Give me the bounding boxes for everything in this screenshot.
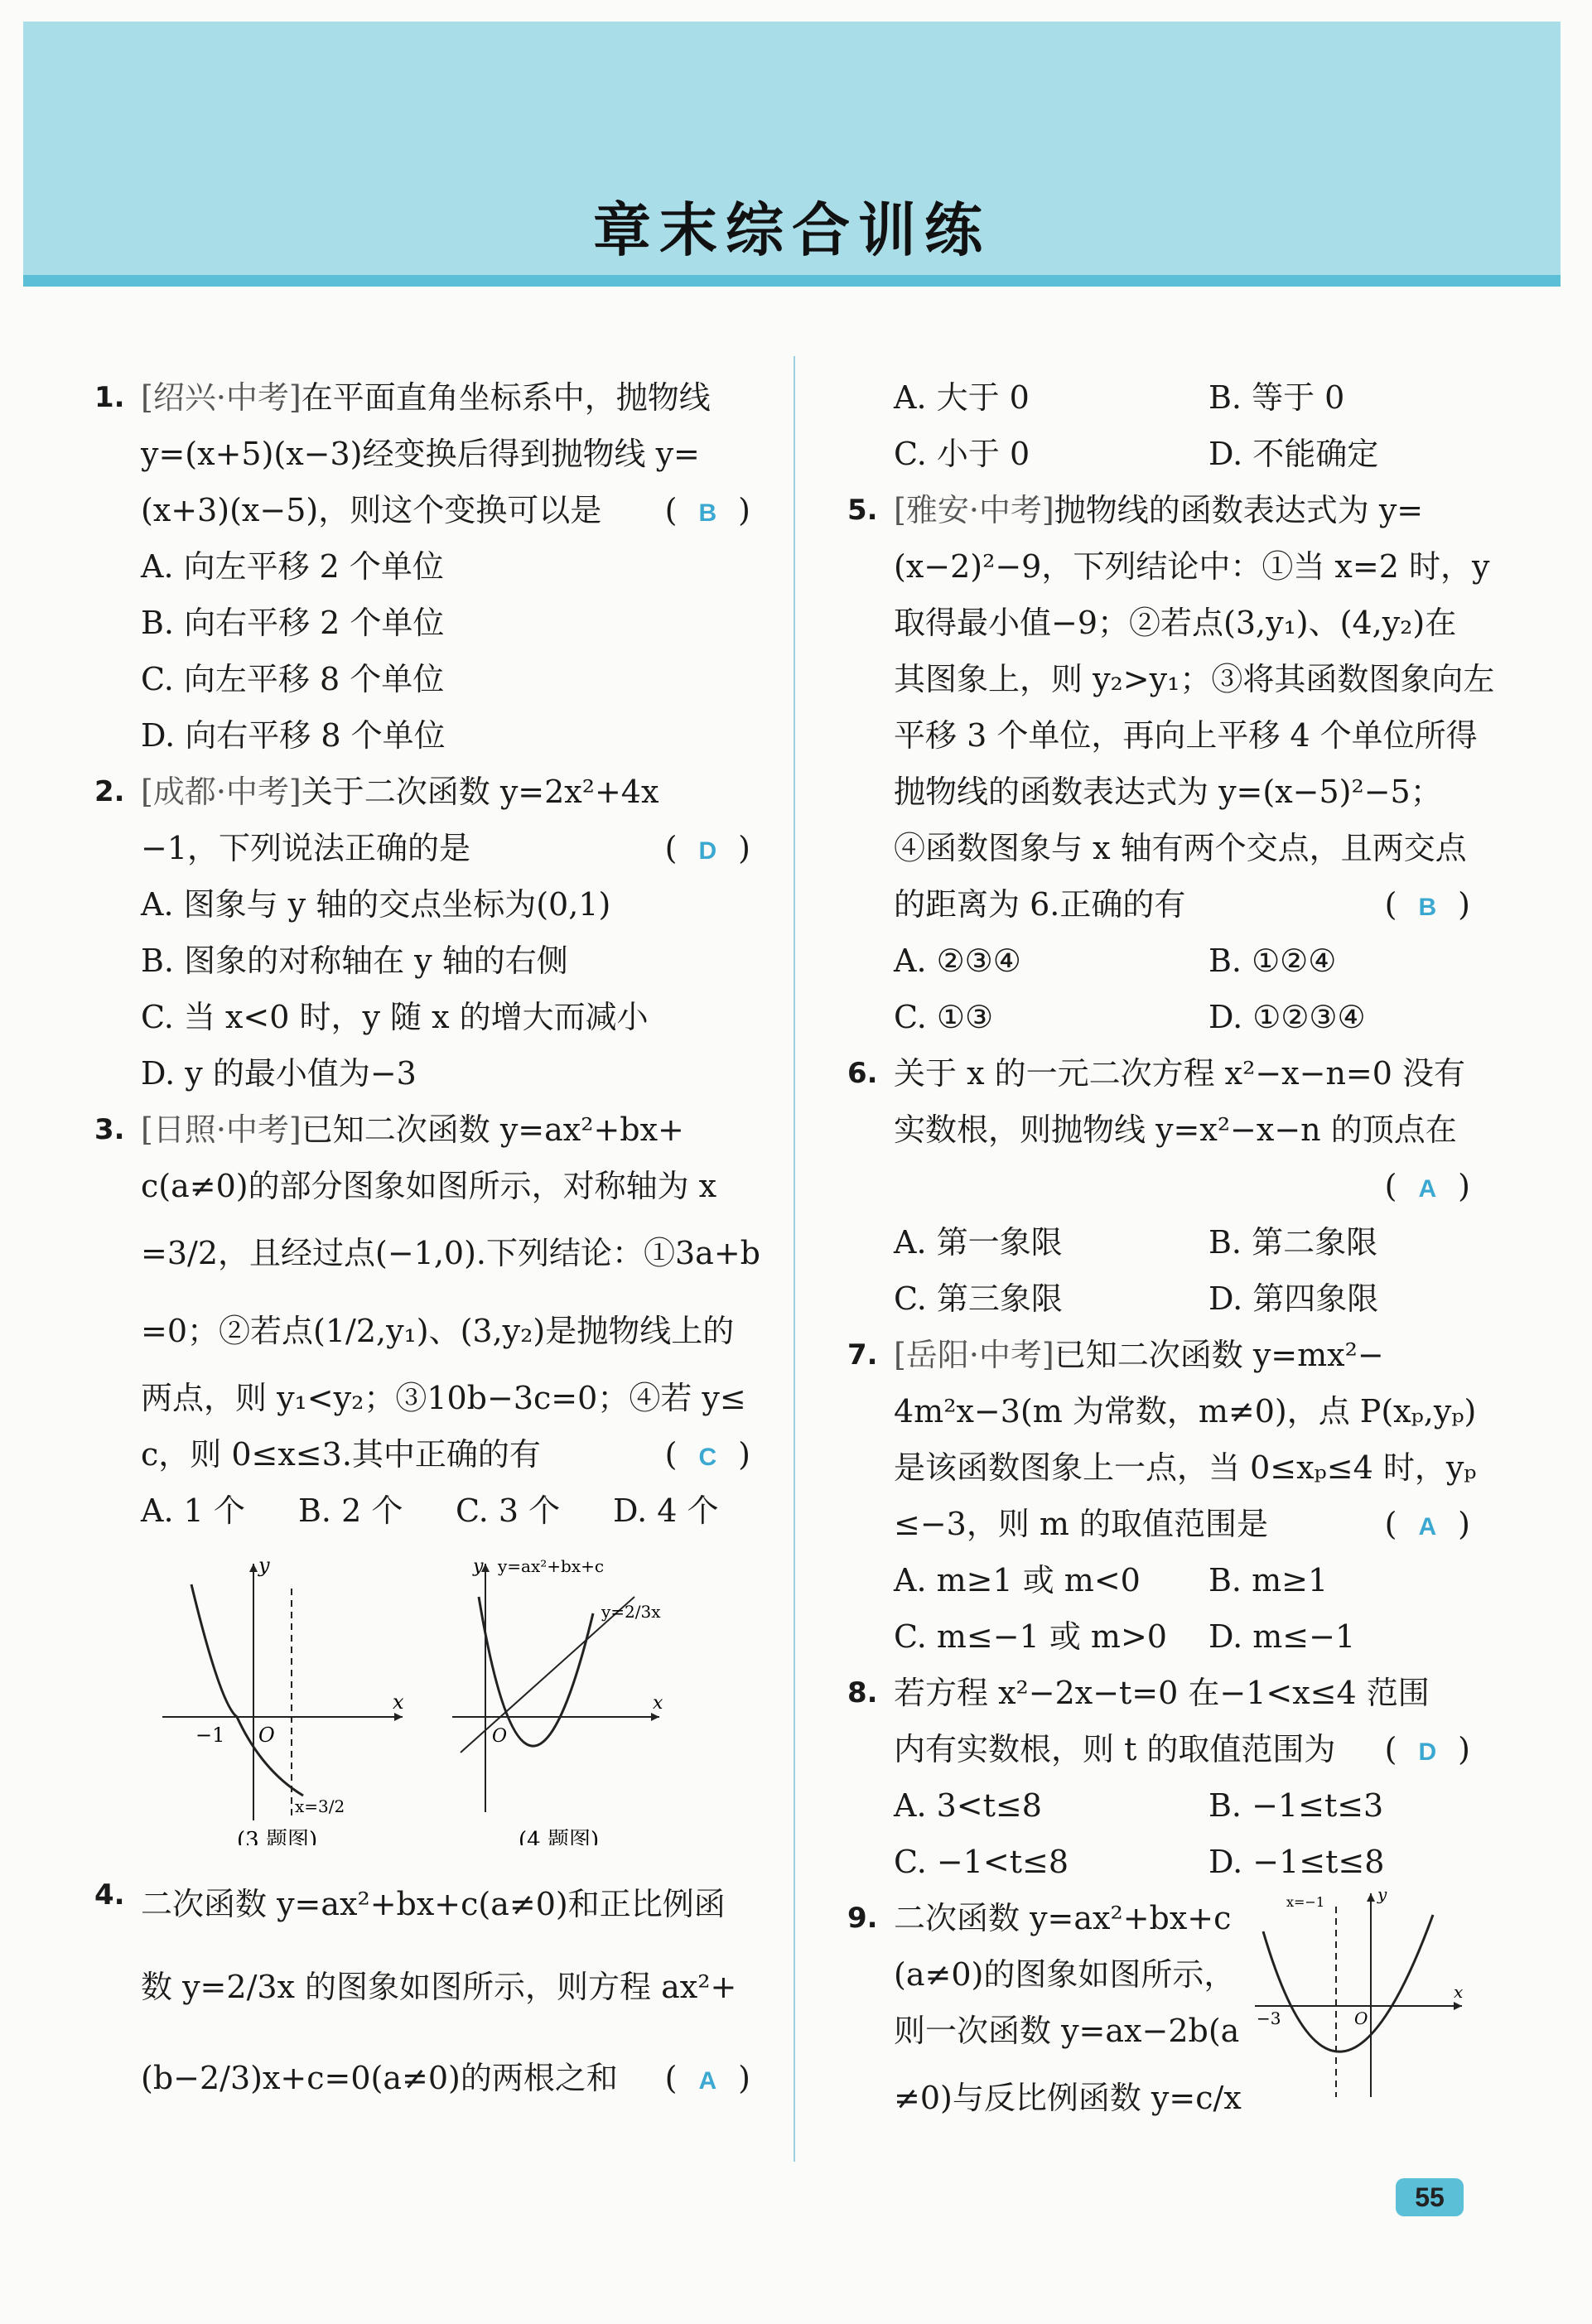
question-text: (a≠0)的图象如图所示， bbox=[894, 1956, 1236, 1993]
option: D. ①②③④ bbox=[1208, 999, 1366, 1035]
line-label: y=2/3x bbox=[601, 1602, 661, 1622]
option: D. −1≤t≤8 bbox=[1208, 1844, 1385, 1880]
answer-slot: ( D ) bbox=[664, 830, 750, 866]
question-8 bbox=[849, 1665, 1470, 1890]
question-text: ≤−3，则 m 的取值范围是 bbox=[894, 1506, 1269, 1542]
question-text: ≠0)与反比例函数 y=c/x bbox=[894, 2080, 1242, 2116]
question-source: [雅安·中考] bbox=[894, 492, 1054, 528]
question-text: (x+3)(x−5)，则这个变换可以是 bbox=[141, 492, 602, 528]
option: B. m≥1 bbox=[1208, 1562, 1329, 1598]
question-text: =3/2，且经过点(−1,0).下列结论：①3a+b bbox=[141, 1235, 760, 1271]
question-text: 抛物线的函数表达式为 y= bbox=[1054, 492, 1424, 528]
question-text: 若方程 x²−2x−t=0 在−1<x≤4 范围 bbox=[894, 1675, 1430, 1711]
question-text: 是该函数图象上一点，当 0≤xₚ≤4 时，yₚ bbox=[894, 1449, 1477, 1486]
axis-label-y: y bbox=[1377, 1884, 1387, 1904]
question-text: 数 y=2/3x 的图象如图所示，则方程 ax²+ bbox=[141, 1969, 737, 2005]
question-number: 8. bbox=[847, 1676, 878, 1709]
answer-letter: C bbox=[698, 1444, 717, 1471]
question-text: c，则 0≤x≤3.其中正确的有 bbox=[141, 1436, 541, 1473]
option: A. 大于 0 bbox=[894, 379, 1030, 416]
tick-label: −1 bbox=[195, 1724, 225, 1747]
origin-label: O bbox=[492, 1726, 508, 1747]
question-number: 1. bbox=[94, 381, 125, 414]
question-text: =0；②若点(1/2,y₁)、(3,y₂)是抛物线上的 bbox=[141, 1313, 735, 1349]
option: B. −1≤t≤3 bbox=[1208, 1787, 1384, 1824]
question-text: 4m²x−3(m 为常数，m≠0)，点 P(xₚ,yₚ) bbox=[894, 1393, 1477, 1430]
option: A. 第一象限 bbox=[894, 1224, 1063, 1261]
question-source: [岳阳·中考] bbox=[894, 1337, 1054, 1373]
question-source: [日照·中考] bbox=[141, 1111, 302, 1148]
option: C. 小于 0 bbox=[894, 436, 1030, 472]
question-number: 6. bbox=[847, 1057, 878, 1090]
question-text: 则一次函数 y=ax−2b(a bbox=[894, 2013, 1240, 2049]
symmetry-label: x=3/2 bbox=[295, 1796, 345, 1816]
left-column bbox=[94, 369, 760, 2124]
figures-row bbox=[96, 1539, 750, 1845]
question-text: −1，下列说法正确的是 bbox=[141, 830, 471, 866]
option: A. m≥1 或 m<0 bbox=[894, 1562, 1141, 1598]
question-1 bbox=[96, 369, 750, 764]
origin-label: O bbox=[1354, 2008, 1368, 2028]
question-number: 2. bbox=[94, 775, 125, 808]
answer-letter: B bbox=[1418, 894, 1437, 921]
curve-label: y=ax²+bx+c bbox=[498, 1556, 605, 1576]
option: B. 等于 0 bbox=[1208, 379, 1345, 416]
answer-letter: A bbox=[1418, 1175, 1437, 1203]
option: C. ①③ bbox=[894, 999, 994, 1035]
question-number: 3. bbox=[94, 1113, 125, 1146]
question-4-options bbox=[849, 369, 1470, 482]
option: C. 3 个 bbox=[456, 1492, 561, 1529]
option: D. 不能确定 bbox=[1208, 436, 1379, 472]
option: D. y 的最小值为−3 bbox=[141, 1055, 417, 1092]
question-9 bbox=[847, 1884, 1470, 2138]
question-text: 内有实数根，则 t 的取值范围为 bbox=[894, 1731, 1336, 1767]
question-text: 已知二次函数 y=mx²− bbox=[1054, 1337, 1384, 1373]
option: A. 图象与 y 轴的交点坐标为(0,1) bbox=[141, 886, 611, 923]
option: C. 第三象限 bbox=[894, 1280, 1063, 1317]
question-text: 关于二次函数 y=2x²+4x bbox=[301, 774, 659, 810]
option: A. ②③④ bbox=[894, 943, 1021, 979]
question-2 bbox=[96, 764, 750, 1102]
question-text: 的距离为 6.正确的有 bbox=[894, 886, 1186, 923]
question-4 bbox=[96, 1867, 750, 2124]
page-title: 章末综合训练 bbox=[593, 196, 991, 264]
figure-3 bbox=[162, 1554, 404, 1845]
symmetry-label: x=−1 bbox=[1286, 1894, 1325, 1910]
question-text: 二次函数 y=ax²+bx+c bbox=[894, 1900, 1232, 1936]
tick-label: −3 bbox=[1257, 2008, 1281, 2028]
question-number: 9. bbox=[847, 1902, 878, 1935]
option: D. m≤−1 bbox=[1208, 1618, 1356, 1655]
figure-3-4-svg bbox=[96, 1539, 750, 1845]
option: B. 2 个 bbox=[298, 1492, 403, 1529]
question-text: 抛物线的函数表达式为 y=(x−5)²−5； bbox=[894, 774, 1442, 810]
answer-slot: ( B ) bbox=[1384, 886, 1470, 923]
right-column bbox=[847, 369, 1495, 2138]
option: B. 第二象限 bbox=[1208, 1224, 1378, 1261]
question-text: 已知二次函数 y=ax²+bx+ bbox=[301, 1111, 684, 1148]
question-7 bbox=[847, 1327, 1477, 1665]
column-divider bbox=[794, 356, 795, 2162]
option: A. 向左平移 2 个单位 bbox=[141, 548, 444, 585]
axis-label-x: x bbox=[393, 1690, 404, 1714]
answer-letter: A bbox=[698, 2067, 717, 2095]
option: B. 向右平移 2 个单位 bbox=[141, 605, 445, 641]
question-text: c(a≠0)的部分图象如图所示，对称轴为 x bbox=[141, 1168, 717, 1204]
question-text: 取得最小值−9；②若点(3,y₁)、(4,y₂)在 bbox=[894, 605, 1457, 641]
question-text: 二次函数 y=ax²+bx+c(a≠0)和正比例函 bbox=[141, 1886, 726, 1922]
option: A. 3<t≤8 bbox=[894, 1787, 1042, 1824]
axis-label-y: y bbox=[258, 1554, 270, 1577]
answer-slot: ( C ) bbox=[664, 1436, 750, 1473]
answer-slot: ( A ) bbox=[1384, 1506, 1470, 1542]
option: D. 第四象限 bbox=[1208, 1280, 1379, 1317]
figure-caption: (4 题图) bbox=[519, 1828, 600, 1845]
option: C. −1<t≤8 bbox=[894, 1844, 1069, 1880]
answer-letter: D bbox=[1418, 1738, 1437, 1766]
answer-slot: ( D ) bbox=[1384, 1731, 1470, 1767]
page-number: 55 bbox=[1396, 2178, 1464, 2216]
option: D. 4 个 bbox=[613, 1492, 719, 1529]
option: C. 向左平移 8 个单位 bbox=[141, 661, 445, 697]
answer-slot: ( A ) bbox=[664, 2060, 750, 2096]
question-text: 平移 3 个单位，再向上平移 4 个单位所得 bbox=[894, 717, 1478, 754]
option: C. 当 x<0 时，y 随 x 的增大而减小 bbox=[141, 999, 649, 1035]
question-text: (b−2/3)x+c=0(a≠0)的两根之和 bbox=[141, 2060, 618, 2096]
question-number: 7. bbox=[847, 1338, 878, 1372]
question-text: ④函数图象与 x 轴有两个交点，且两交点 bbox=[894, 830, 1467, 866]
figure-caption: (3 题图) bbox=[237, 1828, 318, 1845]
axis-label-y: y bbox=[473, 1556, 484, 1577]
option: C. m≤−1 或 m>0 bbox=[894, 1618, 1167, 1655]
question-text: 实数根，则抛物线 y=x²−x−n 的顶点在 bbox=[894, 1111, 1457, 1148]
option: B. 图象的对称轴在 y 轴的右侧 bbox=[141, 943, 568, 979]
answer-slot: ( B ) bbox=[664, 492, 750, 528]
figure-9 bbox=[1238, 1882, 1470, 2105]
question-6 bbox=[849, 1045, 1470, 1327]
origin-label: O bbox=[258, 1724, 275, 1747]
axis-label-x: x bbox=[653, 1693, 663, 1714]
question-text: 在平面直角坐标系中，抛物线 bbox=[301, 379, 711, 416]
answer-letter: D bbox=[698, 837, 717, 865]
question-text: 两点，则 y₁<y₂；③10b−3c=0；④若 y≤ bbox=[141, 1380, 746, 1416]
option: B. ①②④ bbox=[1208, 943, 1337, 979]
answer-slot: ( A ) bbox=[1384, 1168, 1470, 1204]
question-number: 5. bbox=[847, 494, 878, 527]
question-source: [成都·中考] bbox=[141, 774, 302, 810]
question-text: 其图象上，则 y₂>y₁；③将其函数图象向左 bbox=[894, 661, 1495, 697]
option: A. 1 个 bbox=[141, 1492, 245, 1529]
question-text: (x−2)²−9，下列结论中：①当 x=2 时，y bbox=[894, 548, 1490, 585]
question-source: [绍兴·中考] bbox=[141, 379, 302, 416]
question-3 bbox=[94, 1102, 760, 1539]
question-text: y=(x+5)(x−3)经变换后得到抛物线 y= bbox=[141, 436, 700, 472]
answer-letter: A bbox=[1418, 1513, 1437, 1540]
question-number: 4. bbox=[94, 1878, 125, 1912]
figure-4 bbox=[452, 1556, 663, 1845]
axis-label-x: x bbox=[1454, 1982, 1464, 2002]
question-5 bbox=[847, 482, 1495, 1045]
question-text: 关于 x 的一元二次方程 x²−x−n=0 没有 bbox=[894, 1055, 1466, 1092]
header-banner bbox=[23, 22, 1561, 287]
answer-letter: B bbox=[698, 499, 717, 527]
option: D. 向右平移 8 个单位 bbox=[141, 717, 446, 754]
